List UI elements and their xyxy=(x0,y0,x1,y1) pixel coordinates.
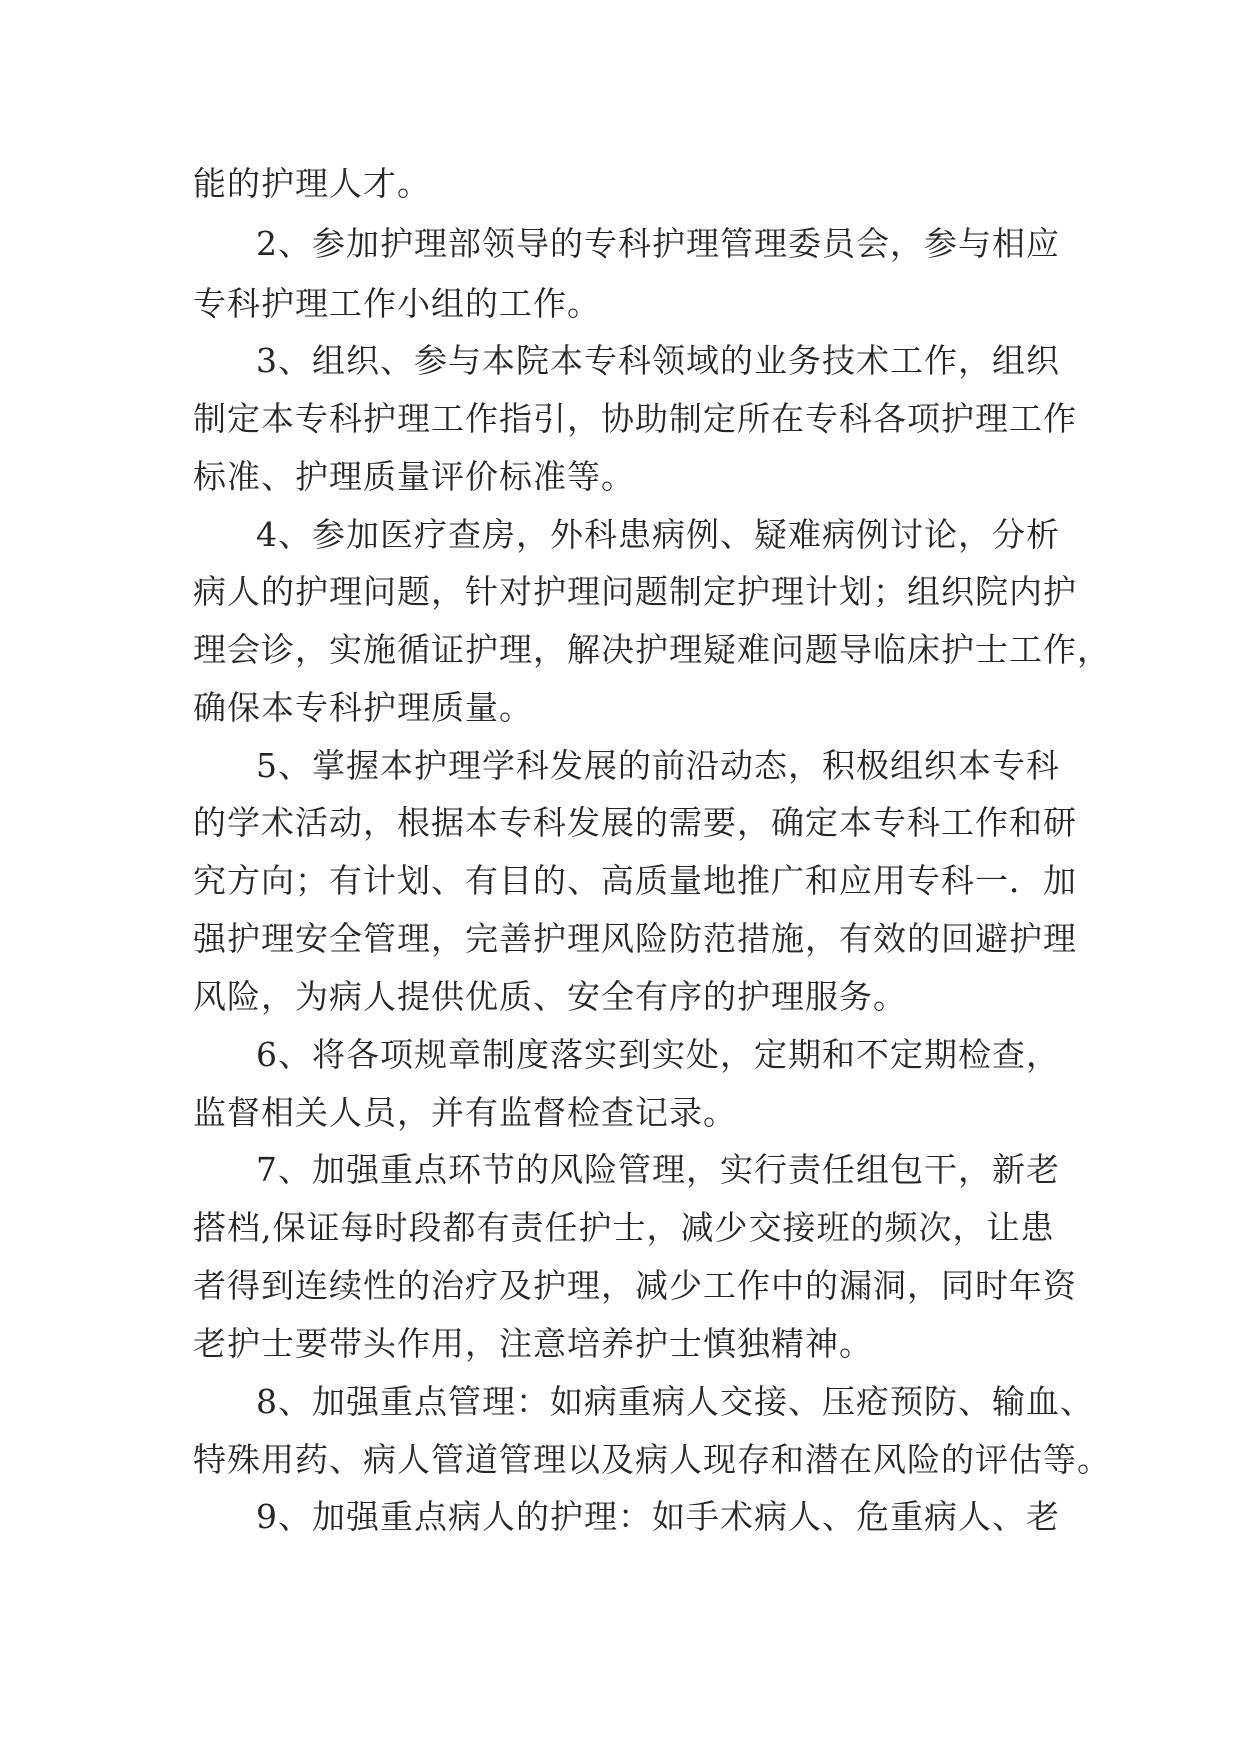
text-line: 特殊用药、病人管道管理以及病人现存和潜在风险的评估等。 xyxy=(193,1440,1111,1479)
text-line: 制定本专科护理工作指引，协助制定所在专科各项护理工作 xyxy=(193,399,1077,438)
text-line: 4、参加医疗查房，外科患病例、疑难病例讨论，分析 xyxy=(256,515,1060,554)
text-line: 风险，为病人提供优质、安全有序的护理服务。 xyxy=(193,977,907,1016)
text-line: 确保本专科护理质量。 xyxy=(193,688,533,727)
text-line: 2、参加护理部领导的专科护理管理委员会，参与相应 xyxy=(256,224,1060,263)
text-line: 者得到连续性的治疗及护理，减少工作中的漏洞，同时年资 xyxy=(193,1266,1077,1305)
text-line: 标准、护理质量评价标准等。 xyxy=(193,457,635,496)
text-line: 3、组织、参与本院本专科领域的业务技术工作，组织 xyxy=(256,341,1060,380)
text-line: 老护士要带头作用，注意培养护士慎独精神。 xyxy=(193,1324,873,1363)
text-line: 的学术活动，根据本专科发展的需要，确定本专科工作和研 xyxy=(193,803,1077,842)
text-line: 理会诊，实施循证护理，解决护理疑难问题导临床护士工作， xyxy=(193,630,1111,669)
text-line: 究方向；有计划、有目的、高质量地推广和应用专科一．加 xyxy=(193,861,1077,900)
text-line: 6、将各项规章制度落实到实处，定期和不定期检查， xyxy=(256,1035,1060,1074)
text-line: 7、加强重点环节的风险管理，实行责任组包干，新老 xyxy=(256,1150,1060,1189)
text-line: 病人的护理问题，针对护理问题制定护理计划；组织院内护 xyxy=(193,572,1077,611)
text-line: 搭档,保证每时段都有责任护士，减少交接班的频次，让患 xyxy=(193,1208,1055,1247)
text-line: 5、掌握本护理学科发展的前沿动态，积极组织本专科 xyxy=(256,746,1060,785)
text-line: 监督相关人员，并有监督检查记录。 xyxy=(193,1093,737,1132)
text-line: 强护理安全管理，完善护理风险防范措施，有效的回避护理 xyxy=(193,919,1077,958)
text-line: 8、加强重点管理：如病重病人交接、压疮预防、输血、 xyxy=(256,1382,1094,1421)
text-line: 9、加强重点病人的护理：如手术病人、危重病人、老 xyxy=(256,1497,1060,1536)
text-line: 能的护理人才。 xyxy=(193,164,431,203)
text-line: 专科护理工作小组的工作。 xyxy=(193,284,601,323)
